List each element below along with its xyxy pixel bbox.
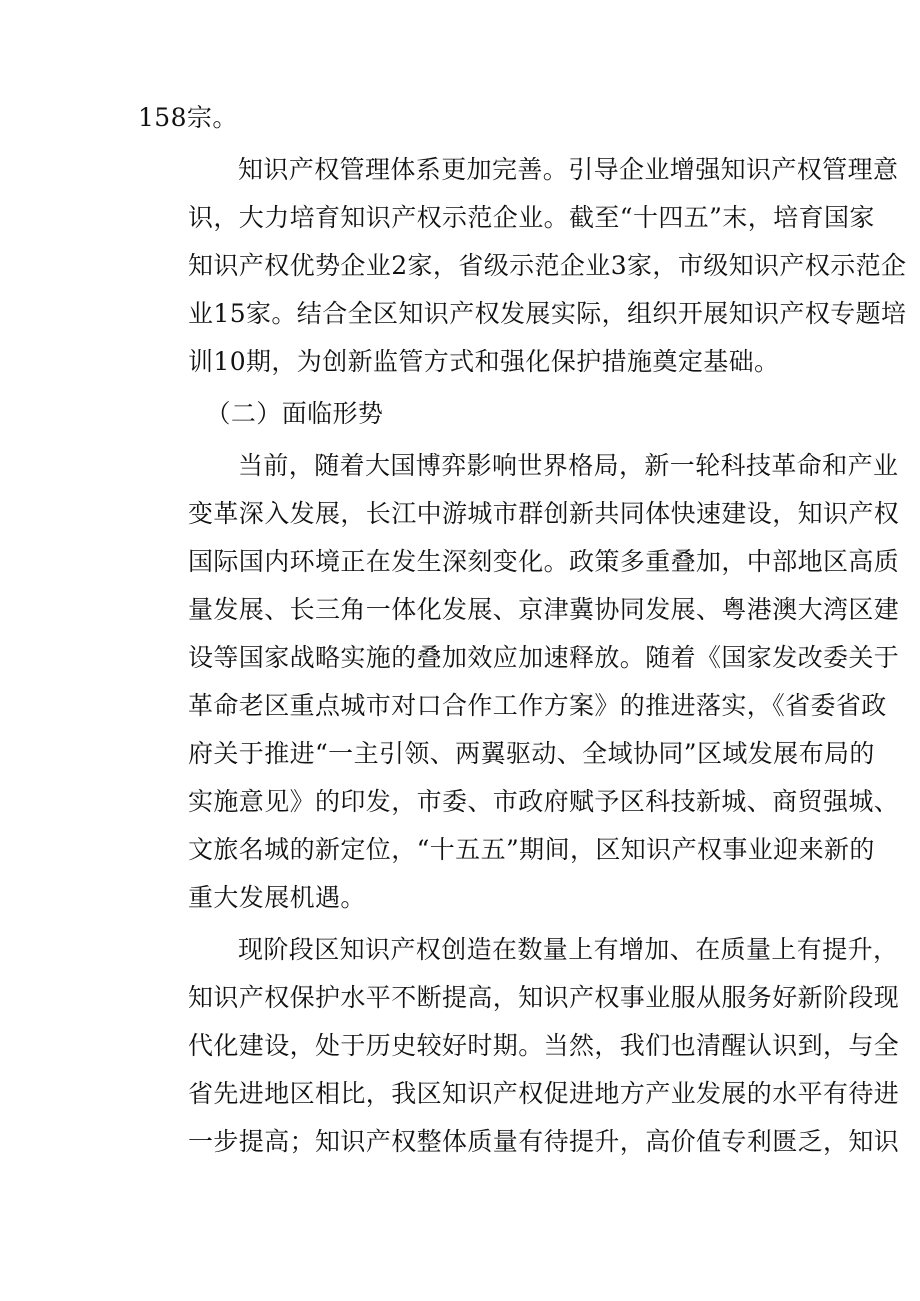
text-line: 重大发展机遇。 xyxy=(188,883,366,912)
section-heading xyxy=(138,390,788,438)
text-line: 革命老区重点城市对口合作工作方案》的推进落实，《省委省政 xyxy=(188,691,887,720)
text-line: 文旅名城的新定位，“十五五”期间，区知识产权事业迎来新的 xyxy=(188,835,875,864)
text-line: 设等国家战略实施的叠加效应加速释放。随着《国家发改委关于 xyxy=(188,643,900,672)
paragraph-current-stage xyxy=(138,926,900,1166)
text-line: 当前，随着大国博弈影响世界格局，新一轮科技革命和产业 xyxy=(238,451,899,480)
document-body xyxy=(138,94,907,1170)
text-line: 识，大力培育知识产权示范企业。截至“十四五”末，培育国家 xyxy=(188,203,875,232)
text-line: 省先进地区相比，我区知识产权促进地方产业发展的水平有待进 xyxy=(188,1079,900,1108)
text-line: 代化建设，处于历史较好时期。当然，我们也清醒认识到，与全 xyxy=(188,1031,900,1060)
text-line: 府关于推进“一主引领、两翼驱动、全域协同”区域发展布局的 xyxy=(188,739,875,768)
text-line: 训10期，为创新监管方式和强化保护措施奠定基础。 xyxy=(188,347,780,376)
text-line: 现阶段区知识产权创造在数量上有增加、在质量上有提升， xyxy=(238,935,899,964)
text-line: 量发展、长三角一体化发展、京津冀协同发展、粤港澳大湾区建 xyxy=(188,595,900,624)
text-line: 知识产权优势企业2家，省级示范企业3家，市级知识产权示范企 xyxy=(188,251,907,280)
text-line: 业15家。结合全区知识产权发展实际，组织开展知识产权专题培 xyxy=(188,299,907,328)
text-line: 变革深入发展，长江中游城市群创新共同体快速建设，知识产权 xyxy=(188,499,900,528)
paragraph-ip-management xyxy=(138,146,907,386)
paragraph-current-situation xyxy=(138,442,900,922)
text-line: 一步提高；知识产权整体质量有待提升，高价值专利匮乏，知识 xyxy=(188,1127,900,1156)
text-line: 知识产权保护水平不断提高，知识产权事业服从服务好新阶段现 xyxy=(188,983,900,1012)
text-line: 国际国内环境正在发生深刻变化。政策多重叠加，中部地区高质 xyxy=(188,547,900,576)
heading-text: （二）面临形势 xyxy=(205,399,384,428)
text-line: 知识产权管理体系更加完善。引导企业增强知识产权管理意 xyxy=(238,155,899,184)
text-line: 158宗。 xyxy=(138,103,238,132)
text-line: 实施意见》的印发，市委、市政府赋予区科技新城、商贸强城、 xyxy=(188,787,900,816)
paragraph-continuation xyxy=(138,94,788,142)
